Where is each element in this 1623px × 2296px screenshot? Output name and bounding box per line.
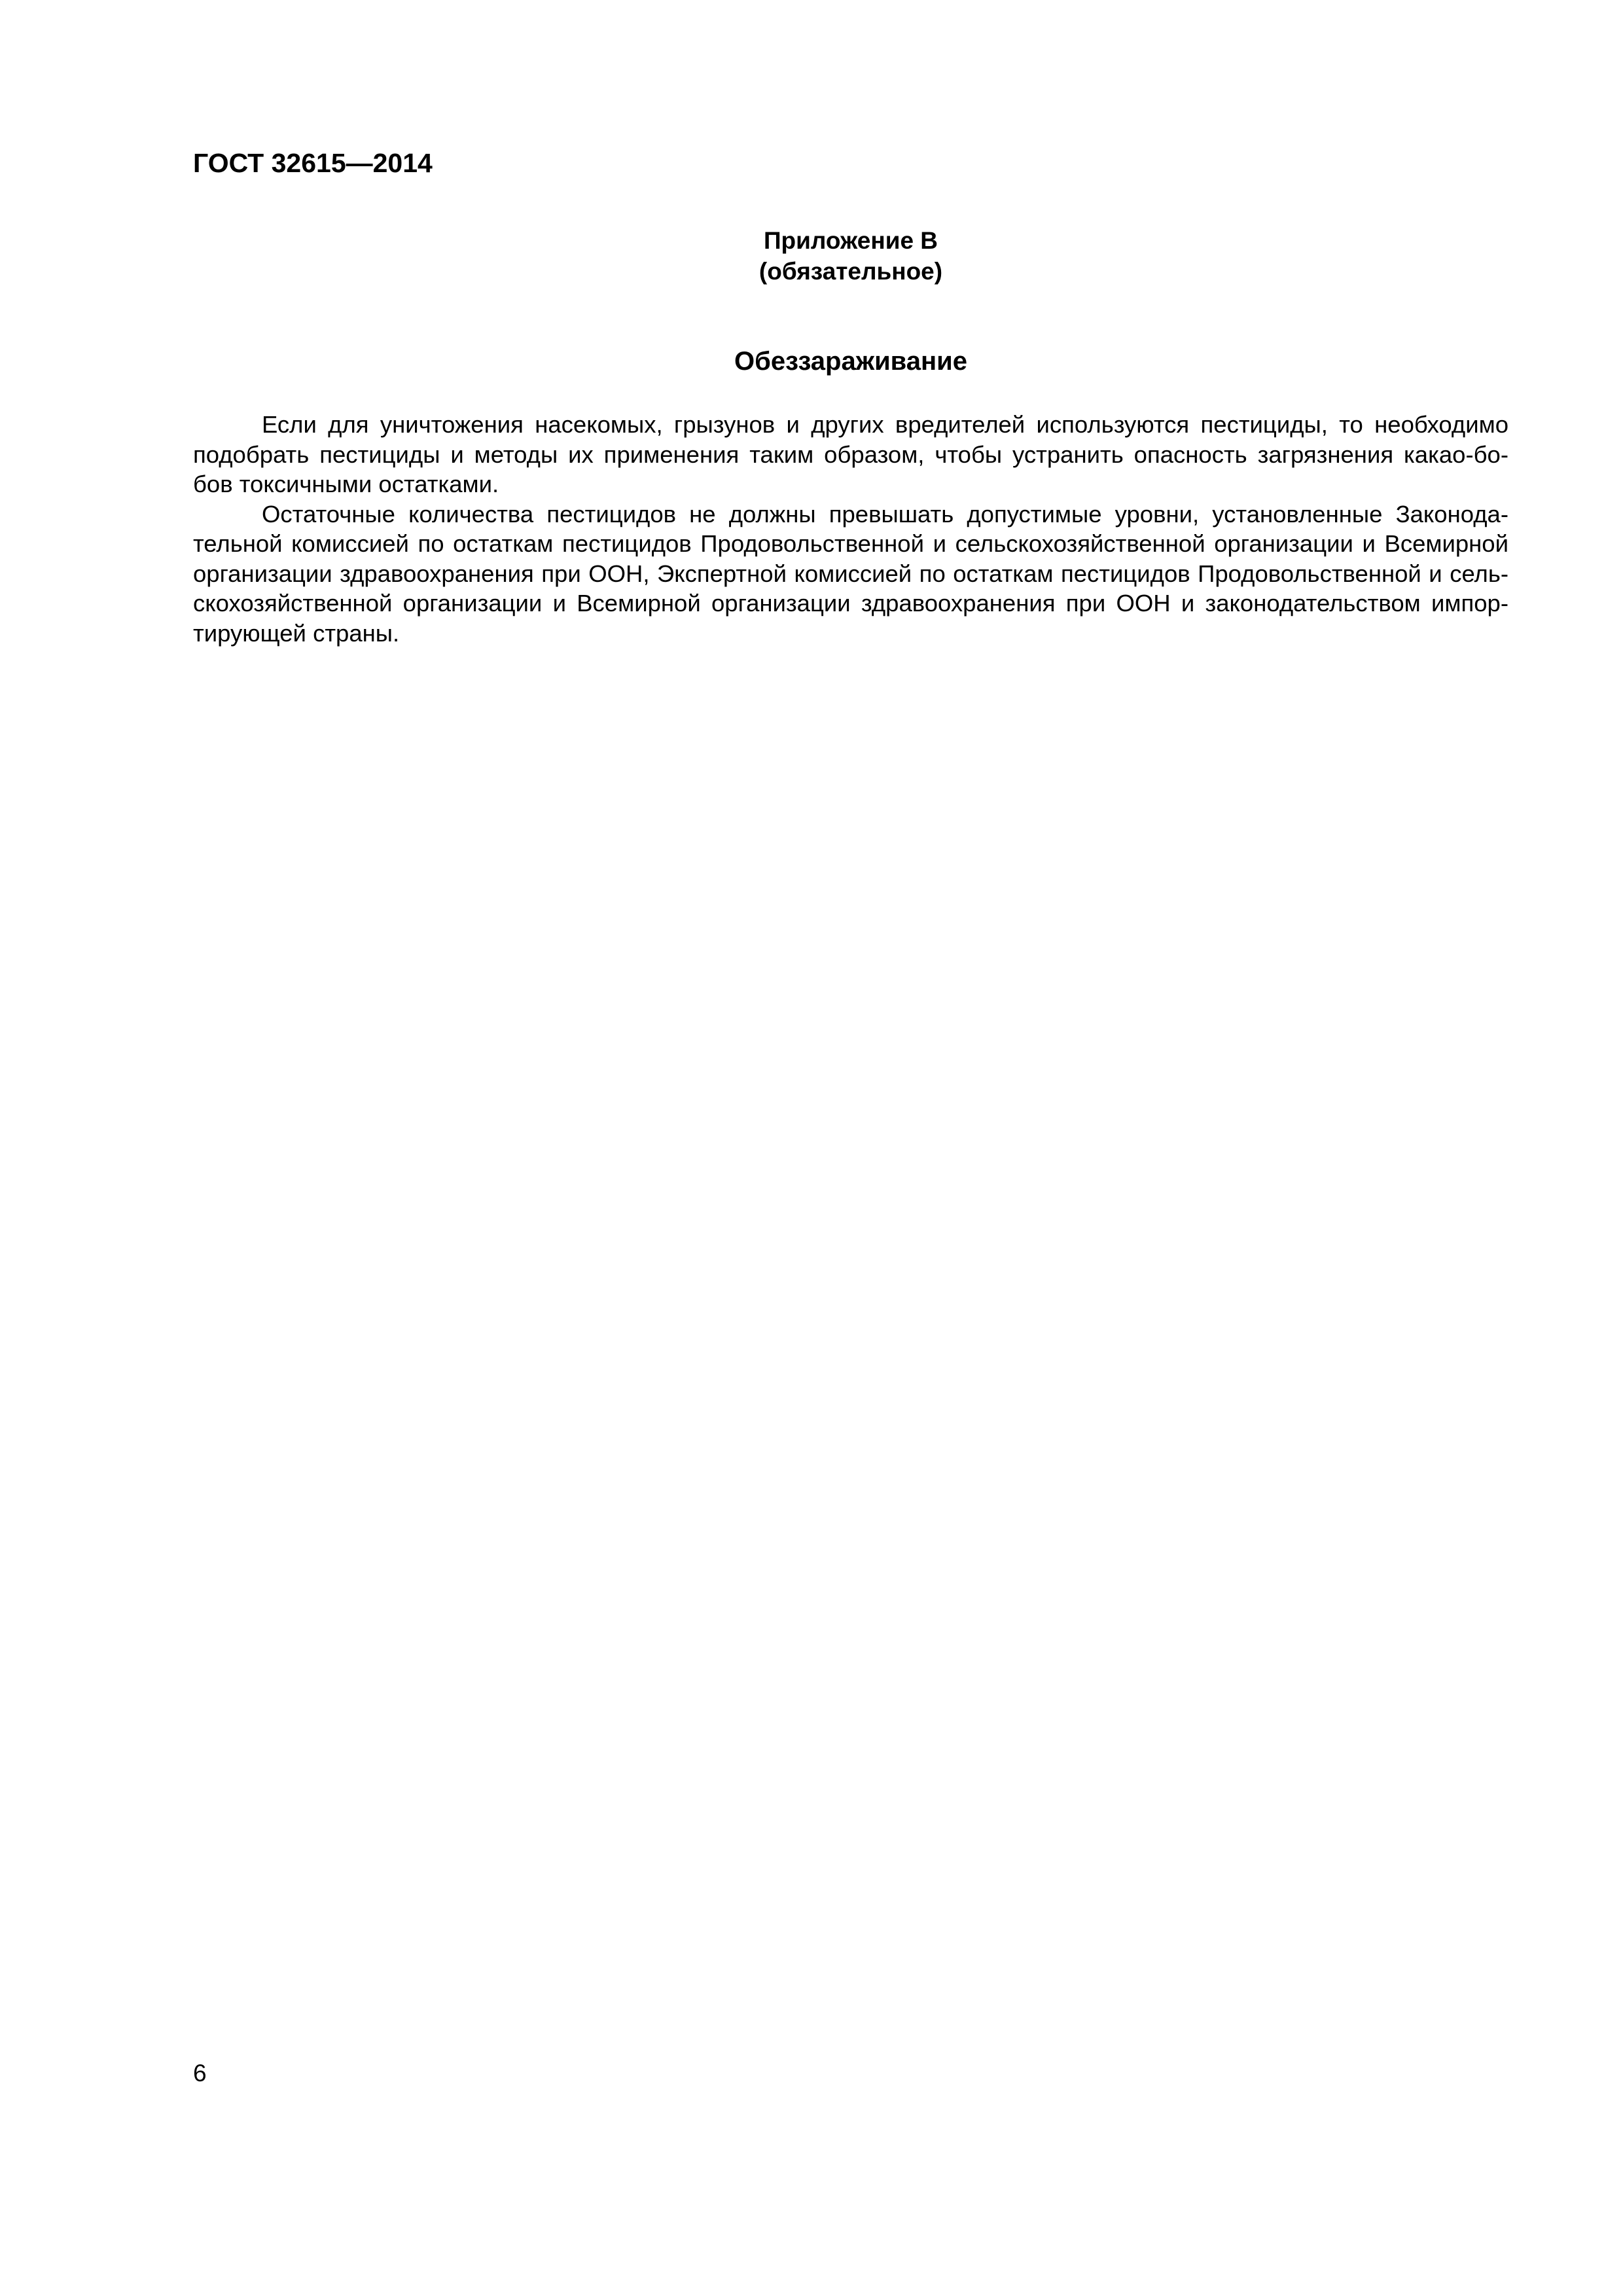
document-code: ГОСТ 32615—2014 (193, 148, 433, 178)
appendix-heading (193, 225, 1508, 287)
paragraph-line: Остаточные количества пестицидов не должны превышать допустимые уровни, установленные Законода- (262, 500, 1508, 528)
section-title: Обеззараживание (734, 347, 967, 376)
paragraph-line: тельной комиссией по остаткам пестицидов Продовольственной и сельскохозяйственной организации и Всемирной (193, 530, 1508, 557)
paragraph-line: бов токсичными остатками. (193, 471, 499, 497)
paragraph-line: Если для уничтожения насекомых, грызунов и других вредителей используются пестициды, то необходимо (262, 411, 1508, 438)
paragraph-2 (193, 499, 1508, 649)
appendix-title: Приложение В (763, 227, 938, 254)
paragraph-line: скохозяйственной организации и Всемирной организации здравоохранения при ООН и законодательством импор- (193, 590, 1508, 617)
paragraph-1 (193, 410, 1508, 499)
paragraph-line: организации здравоохранения при ООН, Экспертной комиссией по остаткам пестицидов Продовольственной и сель- (193, 560, 1508, 587)
appendix-status: (обязательное) (758, 258, 943, 285)
paragraph-line: подобрать пестициды и методы их применения таким образом, чтобы устранить опасность загрязнения какао-бо- (193, 440, 1508, 468)
page-number: 6 (193, 2060, 207, 2087)
paragraph-line: тирующей страны. (193, 619, 400, 647)
body-text (193, 410, 1508, 648)
